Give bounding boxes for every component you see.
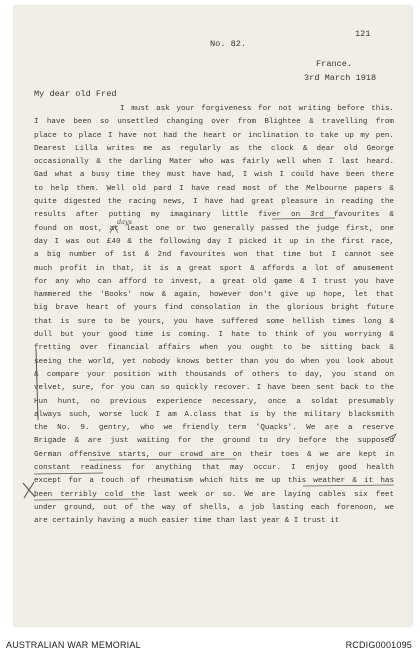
body-line: to help them. Well old pard I have read most of the Melbourne papers & [34, 184, 394, 193]
body-line: seeing the world, yet nobody knows better than you do when you look about [34, 357, 394, 366]
salutation: My dear old Fred [34, 89, 117, 99]
underline-mark [34, 473, 103, 474]
body-line: results after putting my imaginary little fiver on 3rd favourites & [34, 211, 394, 220]
body-line: dull but your good time is coming. I hate to think of you worrying & [34, 331, 394, 340]
body-line: the No. 9. gentry, who we friendly term 'Quacks'. We are a reserve [34, 424, 394, 433]
body-line: are certainly having a much easier time than last year & I trust it [34, 517, 340, 526]
body-line: quite digested the racing news, I have had great pleasure in reading the [34, 198, 394, 207]
underline-mark [272, 218, 335, 219]
underline-mark [34, 499, 138, 500]
body-line: much profit in that, it is a great sport & affords a lot of amusement [34, 264, 394, 273]
body-line: I have been so unsettled changing over from Blightee & travelling from [34, 118, 394, 127]
body-line: Gad what a busy time they must have had, I wish I could have been there [34, 171, 394, 180]
footer-archive-name: AUSTRALIAN WAR MEMORIAL [6, 640, 141, 650]
page-number: 121 [355, 29, 371, 39]
underline-mark [89, 459, 236, 460]
body-line: hammered the 'Books' now & again, however don't give up hope, let that [34, 291, 394, 300]
caret-mark [110, 226, 118, 233]
body-line: constant readiness for anything that may occur. I enjoy good health [34, 464, 394, 473]
body-line: except for a touch of rheumatism which hits me up this weather & it has [34, 477, 394, 486]
margin-x-mark [23, 482, 35, 498]
letter-date: 3rd March 1918 [304, 73, 377, 83]
underline-mark [303, 485, 394, 486]
handwritten-insert: days [117, 218, 133, 226]
body-line: Hun hunt, no previous experience necessary, once a soldat presumably [34, 397, 394, 406]
body-line: day I was out £40 & the following day I picked it up in the first race, [34, 237, 394, 246]
body-line: big brave heart of yours find consolation in the glorious bright future [34, 304, 394, 313]
letter-number: No. 82. [210, 39, 247, 49]
body-line: found on most, at least one or two generally passed the judge first, one [34, 224, 394, 233]
body-line: under ground, out of the way of shells, a job lasting each forenoon, we [34, 503, 394, 512]
body-line: that is sure to be yours, you have suffered some hellish times long & [34, 317, 394, 326]
body-line: & compare your position with thousands of others to day, you stand on [34, 370, 394, 379]
body-line: for any who can afford to invest, a great old game & I trust you have [34, 277, 394, 286]
body-line: always such, worse luck I am A.class that is by the military blacksmith [34, 410, 394, 419]
body-line: been terribly cold the last week or so. We are laying cables six feet [34, 490, 394, 499]
body-line: Brigade & are just waiting for the ground to dry before the supposed [34, 437, 394, 446]
body-line: occasionally & the darling Mater who was fairly well when I last heard. [34, 158, 394, 167]
letter-place: France. [316, 59, 353, 69]
footer-record-id: RCDIG0001095 [345, 640, 412, 650]
body-line: Dearest Lilla writes me as regularly as the clock & dear old George [34, 144, 394, 153]
body-line: a big number of 1st & 2nd favourites won that time but I cannot see [34, 251, 394, 260]
body-line: fretting over financial affairs when you ought to be sitting back & [34, 344, 394, 353]
body-line: velvet, sure, for you can so quickly recover. I have been sent back to the [34, 384, 394, 393]
margin-line-mark [36, 349, 38, 420]
arrow-mark [388, 434, 396, 442]
body-line: German offensive starts, our crowd are on their toes & we are kept in [34, 450, 394, 459]
body-line: place to place I have not had the heart or inclination to take up my pen. [34, 131, 394, 140]
body-line: I must ask your forgiveness for not writing before this. [120, 105, 394, 113]
